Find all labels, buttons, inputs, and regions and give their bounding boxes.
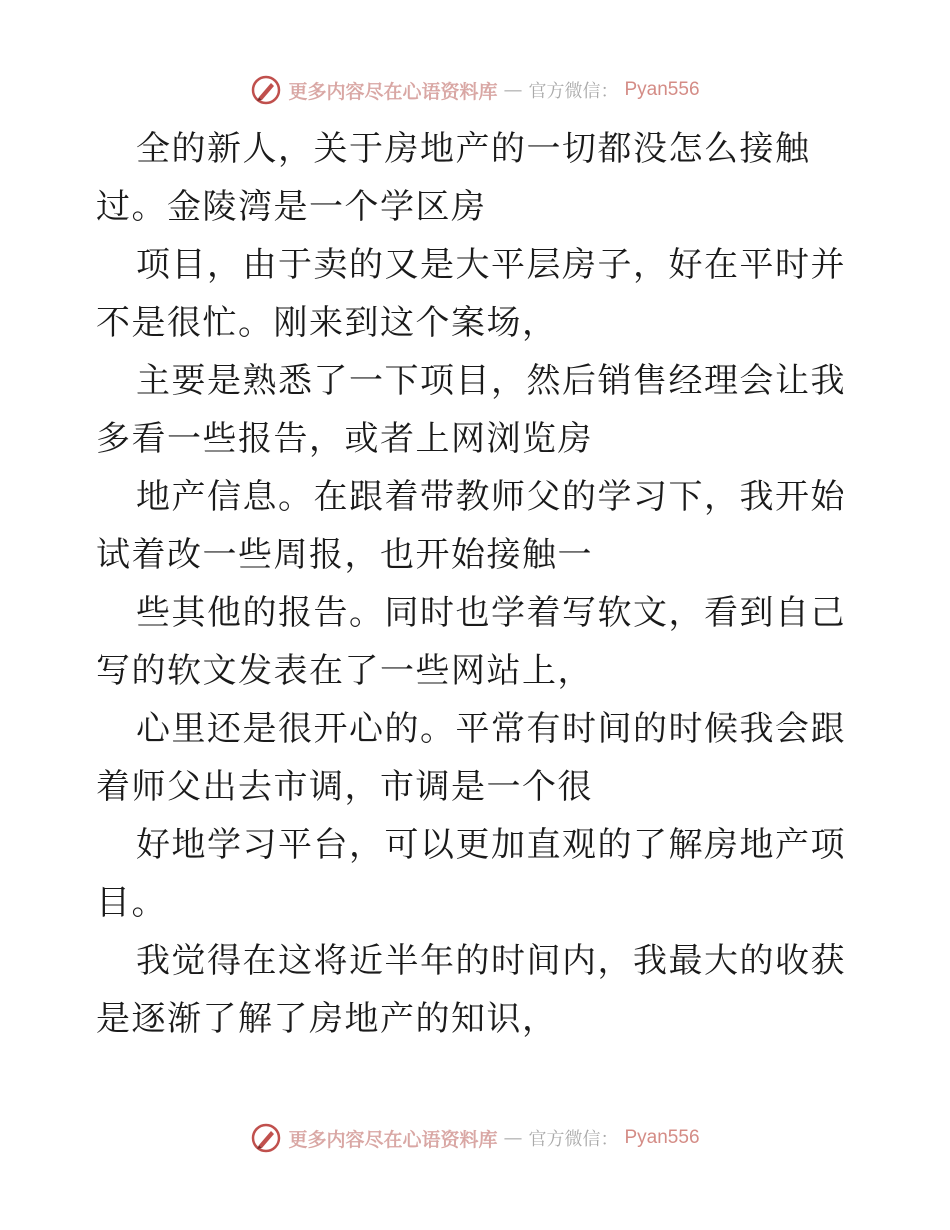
- watermark-site-text: 更多内容尽在心语资料库: [288, 80, 498, 103]
- paragraph: 全的新人，关于房地产的一切都没怎么接触过。金陵湾是一个学区房: [96, 129, 811, 227]
- paragraph: 地产信息。在跟着带教师父的学习下，我开始试着改一些周报，也开始接触一: [96, 477, 846, 575]
- watermark-wechat-id: Pyan556: [624, 79, 700, 100]
- watermark-site-text: 更多内容尽在心语资料库: [288, 1128, 498, 1151]
- footer-watermark: [0, 1118, 950, 1158]
- pen-logo-icon: [250, 1122, 282, 1154]
- watermark-dash: —: [503, 1127, 523, 1149]
- watermark-wechat-id: Pyan556: [624, 1127, 700, 1148]
- paragraph: 些其他的报告。同时也学着写软文，看到自己写的软文发表在了一些网站上，: [96, 593, 846, 691]
- watermark-label: 官方微信：: [528, 1129, 619, 1150]
- header-watermark: [0, 70, 950, 110]
- paragraph: 我觉得在这将近半年的时间内，我最大的收获是逐渐了解了房地产的知识，: [96, 941, 846, 1039]
- paragraph: 主要是熟悉了一下项目，然后销售经理会让我多看一些报告，或者上网浏览房: [96, 361, 846, 459]
- watermark-dash: —: [503, 79, 523, 101]
- pen-logo-icon: [250, 74, 282, 106]
- watermark-label: 官方微信：: [528, 81, 619, 102]
- document-body: [96, 120, 856, 1048]
- paragraph: 心里还是很开心的。平常有时间的时候我会跟着师父出去市调，市调是一个很: [96, 709, 846, 807]
- paragraph: 好地学习平台，可以更加直观的了解房地产项目。: [96, 825, 846, 923]
- paragraph: 项目，由于卖的又是大平层房子，好在平时并不是很忙。刚来到这个案场，: [96, 245, 846, 343]
